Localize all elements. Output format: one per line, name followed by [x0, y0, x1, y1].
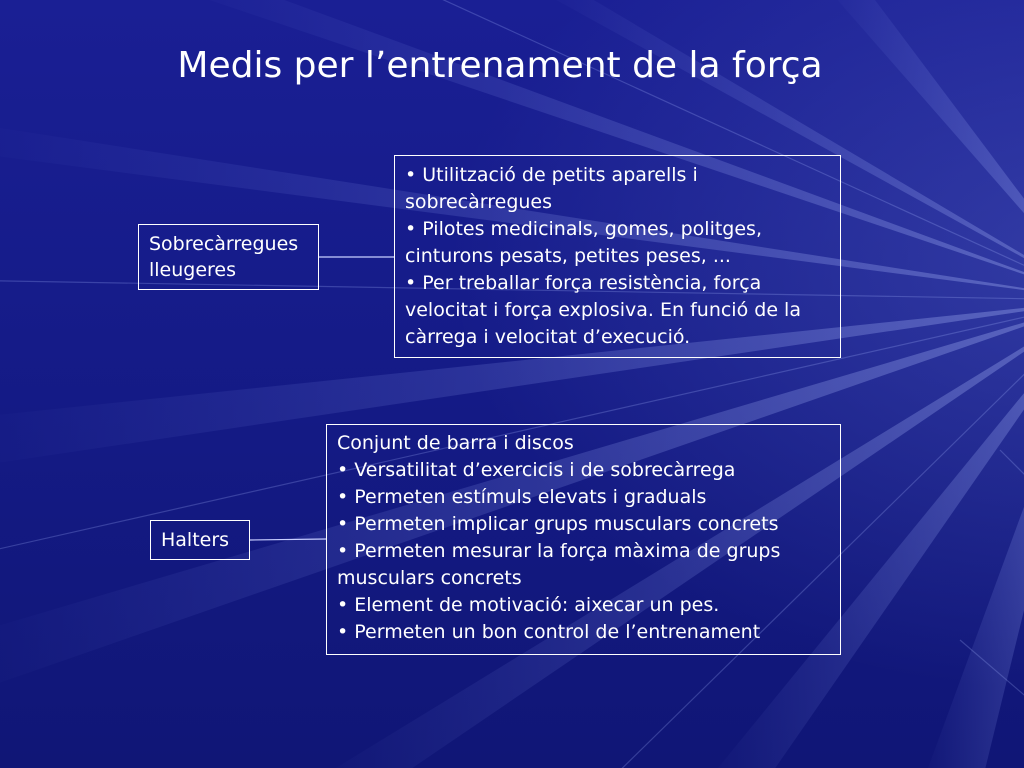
detail-line: sobrecàrregues — [405, 191, 553, 213]
slide-title: Medis per l’entrenament de la força — [177, 45, 823, 86]
detail-line: • Versatilitat d’exercicis i de sobrecàrrega — [337, 459, 736, 481]
detail-line: • Permeten mesurar la força màxima de grups — [337, 540, 781, 562]
label-line: Sobrecàrregues — [149, 233, 299, 255]
detail-line: • Element de motivació: aixecar un pes. — [337, 594, 720, 616]
detail-line: càrrega i velocitat d’execució. — [405, 326, 691, 348]
detail-line: • Pilotes medicinals, gomes, politges, — [405, 218, 762, 240]
detail-line: velocitat i força explosiva. En funció de la — [405, 299, 801, 321]
detail-line: • Per treballar força resistència, força — [405, 272, 762, 294]
detail-box-dumbbells — [326, 424, 841, 655]
label-box-light-weights — [138, 224, 319, 290]
label-line: lleugeres — [149, 259, 237, 281]
detail-line: musculars concrets — [337, 567, 522, 589]
detail-line: • Permeten implicar grups musculars concrets — [337, 513, 779, 535]
detail-line: • Utilització de petits aparells i — [405, 164, 698, 186]
detail-line: cinturons pesats, petites peses, ... — [405, 245, 731, 267]
detail-box-light-weights — [394, 155, 841, 358]
label-line: Halters — [161, 529, 230, 551]
detail-line: • Permeten estímuls elevats i graduals — [337, 486, 707, 508]
label-box-dumbbells — [150, 520, 250, 560]
detail-line: Conjunt de barra i discos — [337, 432, 574, 454]
detail-line: • Permeten un bon control de l’entrenament — [337, 621, 761, 643]
